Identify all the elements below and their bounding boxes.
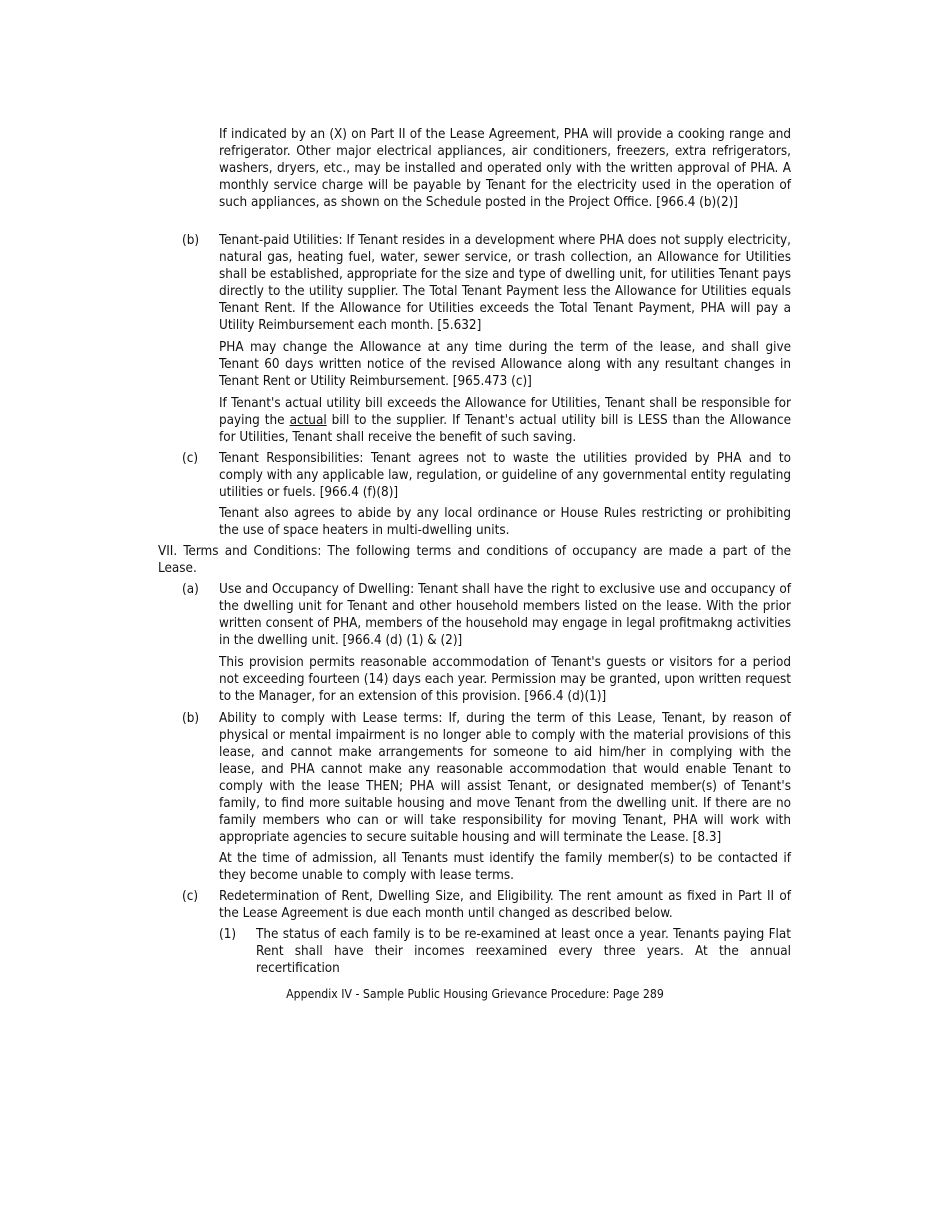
underlined-word-actual: actual xyxy=(289,413,327,428)
section-b-paragraph-3-start: If Tenant's actual utility bill exceeds the Allowance for Utilities, Tenant shall be responsible for paying the xyxy=(219,396,791,428)
vii-b-marker: (b) xyxy=(182,711,200,726)
intro-paragraph: If indicated by an (X) on Part II of the Lease Agreement, PHA will provide a cooking range and refrigerator. Other major electrical appliances, air conditioners, freezers, extra refrigerators, washers, dryers, etc., may be installed and operated only with the written approval of PHA. A monthly service charge will be payable by Tenant for the electricity used in the operation of such appliances, as shown on the Schedule posted in the Project Office. [966.4 (b)(2)] xyxy=(219,127,791,210)
section-b-paragraph-1: Tenant-paid Utilities: If Tenant resides in a development where PHA does not supply electricity, natural gas, heating fuel, water, sewer service, or trash collection, an Allowance for Utilities shall be established, appropriate for the size and type of dwelling unit, for utilities Tenant pays directly to the utility supplier. The Total Tenant Payment less the Allowance for Utilities equals Tenant Rent. If the Allowance for Utilities exceeds the Total Tenant Payment, PHA will pay a Utility Reimbursement each month. [5.632] xyxy=(219,233,791,333)
section-b-marker: (b) xyxy=(182,233,200,248)
vii-c-item-1-text: The status of each family is to be re-examined at least once a year. Tenants paying Flat Rent shall have their incomes reexamined every three years. At the annual recertification xyxy=(256,927,791,976)
section-b-paragraph-3 xyxy=(219,395,791,446)
vii-a-paragraph-2: This provision permits reasonable accommodation of Tenant's guests or visitors for a period not exceeding fourteen (14) days each year. Permission may be granted, upon written request to the Manager, for an extension of this provision. [966.4 (d)(1)] xyxy=(219,655,791,704)
vii-c-item-1-marker: (1) xyxy=(219,927,237,942)
vii-a-marker: (a) xyxy=(182,582,199,597)
vii-b-paragraph-2: At the time of admission, all Tenants must identify the family member(s) to be contacted if they become unable to comply with lease terms. xyxy=(219,851,791,883)
vii-a-paragraph-1: Use and Occupancy of Dwelling: Tenant shall have the right to exclusive use and occupancy of the dwelling unit for Tenant and other household members listed on the lease. With the prior written consent of PHA, members of the household may engage in legal profitmakng activities in the dwelling unit. [966.4 (d) (1) & (2)] xyxy=(219,582,791,648)
vii-c-marker: (c) xyxy=(182,889,199,904)
section-c-marker: (c) xyxy=(182,451,199,466)
section-b-paragraph-2: PHA may change the Allowance at any time during the term of the lease, and shall give Tenant 60 days written notice of the revised Allowance along with any resultant changes in Tenant Rent or Utility Reimbursement. [965.473 (c)] xyxy=(219,340,791,389)
vii-c-paragraph-1: Redetermination of Rent, Dwelling Size, and Eligibility. The rent amount as fixed in Part II of the Lease Agreement is due each month until changed as described below. xyxy=(219,889,791,921)
section-b-paragraph-3-end: bill to the supplier. If Tenant's actual utility bill is LESS than the Allowance for Utilities, Tenant shall receive the benefit of such saving. xyxy=(219,413,791,445)
section-c-paragraph-1: Tenant Responsibilities: Tenant agrees not to waste the utilities provided by PHA and to comply with any applicable law, regulation, or guideline of any governmental entity regulating utilities or fuels. [966.4 (f)(8)] xyxy=(219,451,791,500)
page-footer: Appendix IV - Sample Public Housing Grievance Procedure: Page 289 xyxy=(286,987,664,1001)
section-vii-heading: VII. Terms and Conditions: The following terms and conditions of occupancy are made a part of the Lease. xyxy=(158,544,791,576)
vii-b-paragraph-1: Ability to comply with Lease terms: If, during the term of this Lease, Tenant, by reason of physical or mental impairment is no longer able to comply with the material provisions of this lease, and cannot make arrangements for someone to aid him/her in complying with the lease, and PHA cannot make any reasonable accommodation that would enable Tenant to comply with the lease THEN; PHA will assist Tenant, or designated member(s) of Tenant's family, to find more suitable housing and move Tenant from the dwelling unit. If there are no family members who can or will take responsibility for moving Tenant, PHA will work with appropriate agencies to secure suitable housing and will terminate the Lease. [8.3] xyxy=(219,711,791,845)
section-c-paragraph-2: Tenant also agrees to abide by any local ordinance or House Rules restricting or prohibiting the use of space heaters in multi-dwelling units. xyxy=(219,506,791,538)
